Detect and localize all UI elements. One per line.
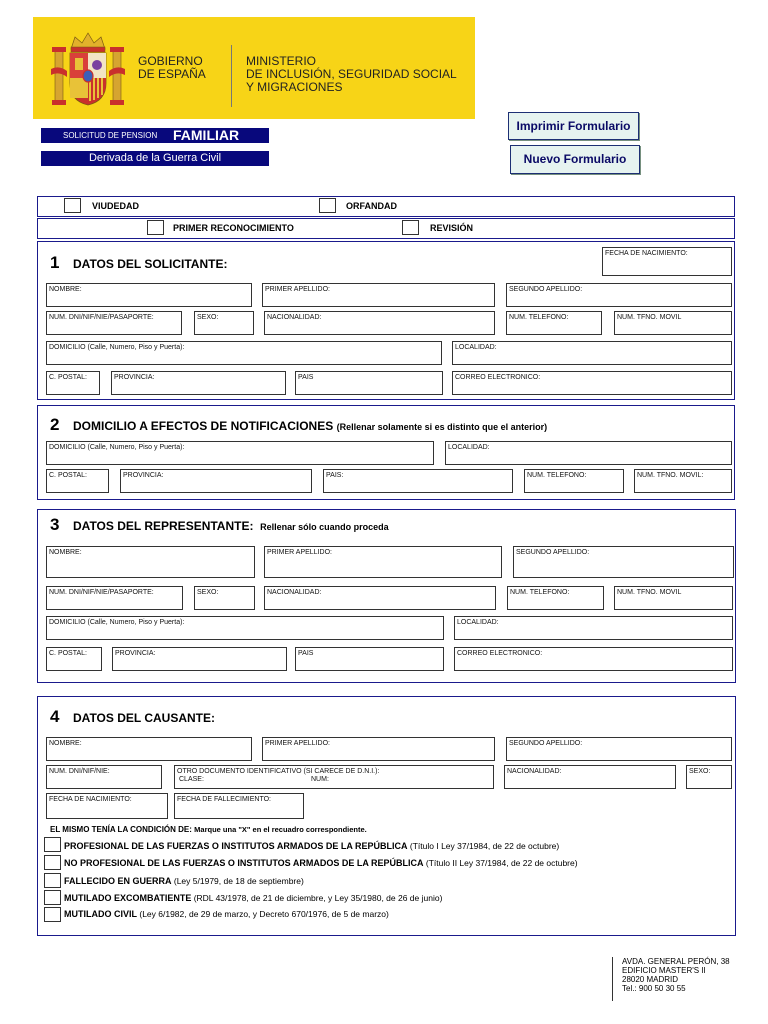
repr-localidad-field[interactable]: LOCALIDAD: [454,616,733,640]
solicitante-telefono-field[interactable]: NUM. TELEFONO: [506,311,602,335]
solicitante-fecha-nacimiento-field[interactable]: FECHA DE NACIMIENTO: [602,247,732,276]
ministry-label: MINISTERIO DE INCLUSIÓN, SEGURIDAD SOCIAL Y MIGRACIONES [246,54,457,94]
coat-of-arms-icon [49,29,127,109]
notif-localidad-field[interactable]: LOCALIDAD: [445,441,732,465]
primer-reconocimiento-checkbox[interactable] [147,220,164,235]
form-subtitle: Derivada de la Guerra Civil [41,151,269,166]
address-line-1: AVDA. GENERAL PERÓN, 38 [622,957,730,966]
causante-dni-field[interactable]: NUM. DNI/NIF/NIE: [46,765,162,789]
section-2-number: 2 [50,415,60,434]
causante-nombre-field[interactable]: NOMBRE: [46,737,252,761]
address-line-3: 28020 MADRID [622,975,679,984]
causante-sexo-field[interactable]: SEXO: [686,765,732,789]
causante-primer-apellido-field[interactable]: PRIMER APELLIDO: [262,737,495,761]
notif-domicilio-field[interactable]: DOMICILIO (Calle, Numero, Piso y Puerta): [46,441,434,465]
repr-primer-apellido-field[interactable]: PRIMER APELLIDO: [264,546,502,578]
revision-label: REVISIÓN [430,223,474,233]
repr-telefono-field[interactable]: NUM. TELEFONO: [507,586,604,610]
causante-fecha-fallecimiento-field[interactable]: FECHA DE FALLECIMIENTO: [174,793,304,819]
solicitante-provincia-field[interactable]: PROVINCIA: [111,371,286,395]
solicitante-domicilio-field[interactable]: DOMICILIO (Calle, Numero, Piso y Puerta): [46,341,442,365]
primer-reconocimiento-label: PRIMER RECONOCIMIENTO [173,223,294,233]
notif-cpostal-field[interactable]: C. POSTAL: [46,469,109,493]
causante-otro-documento-field[interactable]: OTRO DOCUMENTO IDENTIFICATIVO (SI CARECE DE D.N.I.): CLASE: NUM: [174,765,494,789]
repr-dni-field[interactable]: NUM. DNI/NIF/NIE/PASAPORTE: [46,586,183,610]
condicion-no-profesional-checkbox[interactable] [44,855,61,870]
condicion-profesional-label: PROFESIONAL DE LAS FUERZAS O INSTITUTOS ARMADOS DE LA REPÚBLICA (Título I Ley 37/1984, de 22 de octubre) [64,841,560,851]
condicion-no-profesional-label: NO PROFESIONAL DE LAS FUERZAS O INSTITUTOS ARMADOS DE LA REPÚBLICA (Título II Ley 37/1984, de 22 de octubre) [64,858,578,868]
banner-divider [231,45,232,107]
recognition-type-box [37,218,735,239]
condicion-fallecido-guerra-checkbox[interactable] [44,873,61,888]
solicitante-nacionalidad-field[interactable]: NACIONALIDAD: [264,311,495,335]
form-title-small: SOLICITUD DE PENSION [63,131,158,140]
gobierno-de-espana-label: GOBIERNO DE ESPAÑA [138,54,206,81]
solicitante-cpostal-field[interactable]: C. POSTAL: [46,371,100,395]
repr-movil-field[interactable]: NUM. TFNO. MOVIL [614,586,733,610]
notif-movil-field[interactable]: NUM. TFNO. MOVIL: [634,469,732,493]
condicion-mutilado-civil-checkbox[interactable] [44,907,61,922]
new-form-button[interactable]: Nuevo Formulario [510,145,640,174]
repr-nombre-field[interactable]: NOMBRE: [46,546,255,578]
section-2-title: DOMICILIO A EFECTOS DE NOTIFICACIONES (Rellenar solamente si es distinto que el anterior) [73,419,548,433]
repr-sexo-field[interactable]: SEXO: [194,586,255,610]
orfandad-checkbox[interactable] [319,198,336,213]
form-title-big: FAMILIAR [173,127,240,143]
section-4-title: DATOS DEL CAUSANTE: [73,711,216,725]
condicion-mutilado-excombatiente-label: MUTILADO EXCOMBATIENTE (RDL 43/1978, de 21 de diciembre, y Ley 35/1980, de 26 de junio) [64,893,443,903]
solicitante-sexo-field[interactable]: SEXO: [194,311,254,335]
address-line-2: EDIFICIO MASTER'S II [622,966,706,975]
section-1-title: DATOS DEL SOLICITANTE: [73,257,228,271]
form-title-bar [41,128,269,143]
viudedad-checkbox[interactable] [64,198,81,213]
section-3-number: 3 [50,515,60,534]
notif-pais-field[interactable]: PAIS: [323,469,513,493]
solicitante-movil-field[interactable]: NUM. TFNO. MOVIL [614,311,732,335]
notif-provincia-field[interactable]: PROVINCIA: [120,469,312,493]
solicitante-segundo-apellido-field[interactable]: SEGUNDO APELLIDO: [506,283,732,307]
orfandad-label: ORFANDAD [346,201,397,211]
government-banner [33,17,475,119]
solicitante-nombre-field[interactable]: NOMBRE: [46,283,252,307]
repr-nacionalidad-field[interactable]: NACIONALIDAD: [264,586,496,610]
condicion-mutilado-excombatiente-checkbox[interactable] [44,890,61,905]
notif-telefono-field[interactable]: NUM. TELEFONO: [524,469,624,493]
condicion-fallecido-guerra-label: FALLECIDO EN GUERRA (Ley 5/1979, de 18 de septiembre) [64,876,304,886]
section-1-number: 1 [50,253,60,272]
solicitante-localidad-field[interactable]: LOCALIDAD: [452,341,732,365]
causante-nacionalidad-field[interactable]: NACIONALIDAD: [504,765,676,789]
condicion-title: EL MISMO TENÍA LA CONDICIÓN DE: Marque una "X" en el recuadro correspondiente. [50,825,367,834]
repr-segundo-apellido-field[interactable]: SEGUNDO APELLIDO: [513,546,734,578]
section-3-title: DATOS DEL REPRESENTANTE: Rellenar sólo cuando proceda [73,519,389,533]
repr-domicilio-field[interactable]: DOMICILIO (Calle, Numero, Piso y Puerta): [46,616,444,640]
repr-correo-field[interactable]: CORREO ELECTRONICO: [454,647,733,671]
address-line-4: Tel.: 900 50 30 55 [622,984,686,993]
repr-provincia-field[interactable]: PROVINCIA: [112,647,287,671]
repr-cpostal-field[interactable]: C. POSTAL: [46,647,102,671]
solicitante-correo-field[interactable]: CORREO ELECTRONICO: [452,371,732,395]
solicitante-dni-field[interactable]: NUM. DNI/NIF/NIE/PASAPORTE: [46,311,182,335]
causante-fecha-nacimiento-field[interactable]: FECHA DE NACIMIENTO: [46,793,168,819]
condicion-profesional-checkbox[interactable] [44,837,61,852]
revision-checkbox[interactable] [402,220,419,235]
solicitante-primer-apellido-field[interactable]: PRIMER APELLIDO: [262,283,495,307]
causante-segundo-apellido-field[interactable]: SEGUNDO APELLIDO: [506,737,732,761]
repr-pais-field[interactable]: PAIS [295,647,444,671]
solicitante-pais-field[interactable]: PAIS [295,371,443,395]
ministry-address [612,957,730,1001]
section-4-number: 4 [50,707,60,726]
viudedad-label: VIUDEDAD [92,201,140,211]
condicion-mutilado-civil-label: MUTILADO CIVIL (Ley 6/1982, de 29 de marzo, y Decreto 670/1976, de 5 de marzo) [64,909,389,919]
print-form-button[interactable]: Imprimir Formulario [508,112,639,140]
